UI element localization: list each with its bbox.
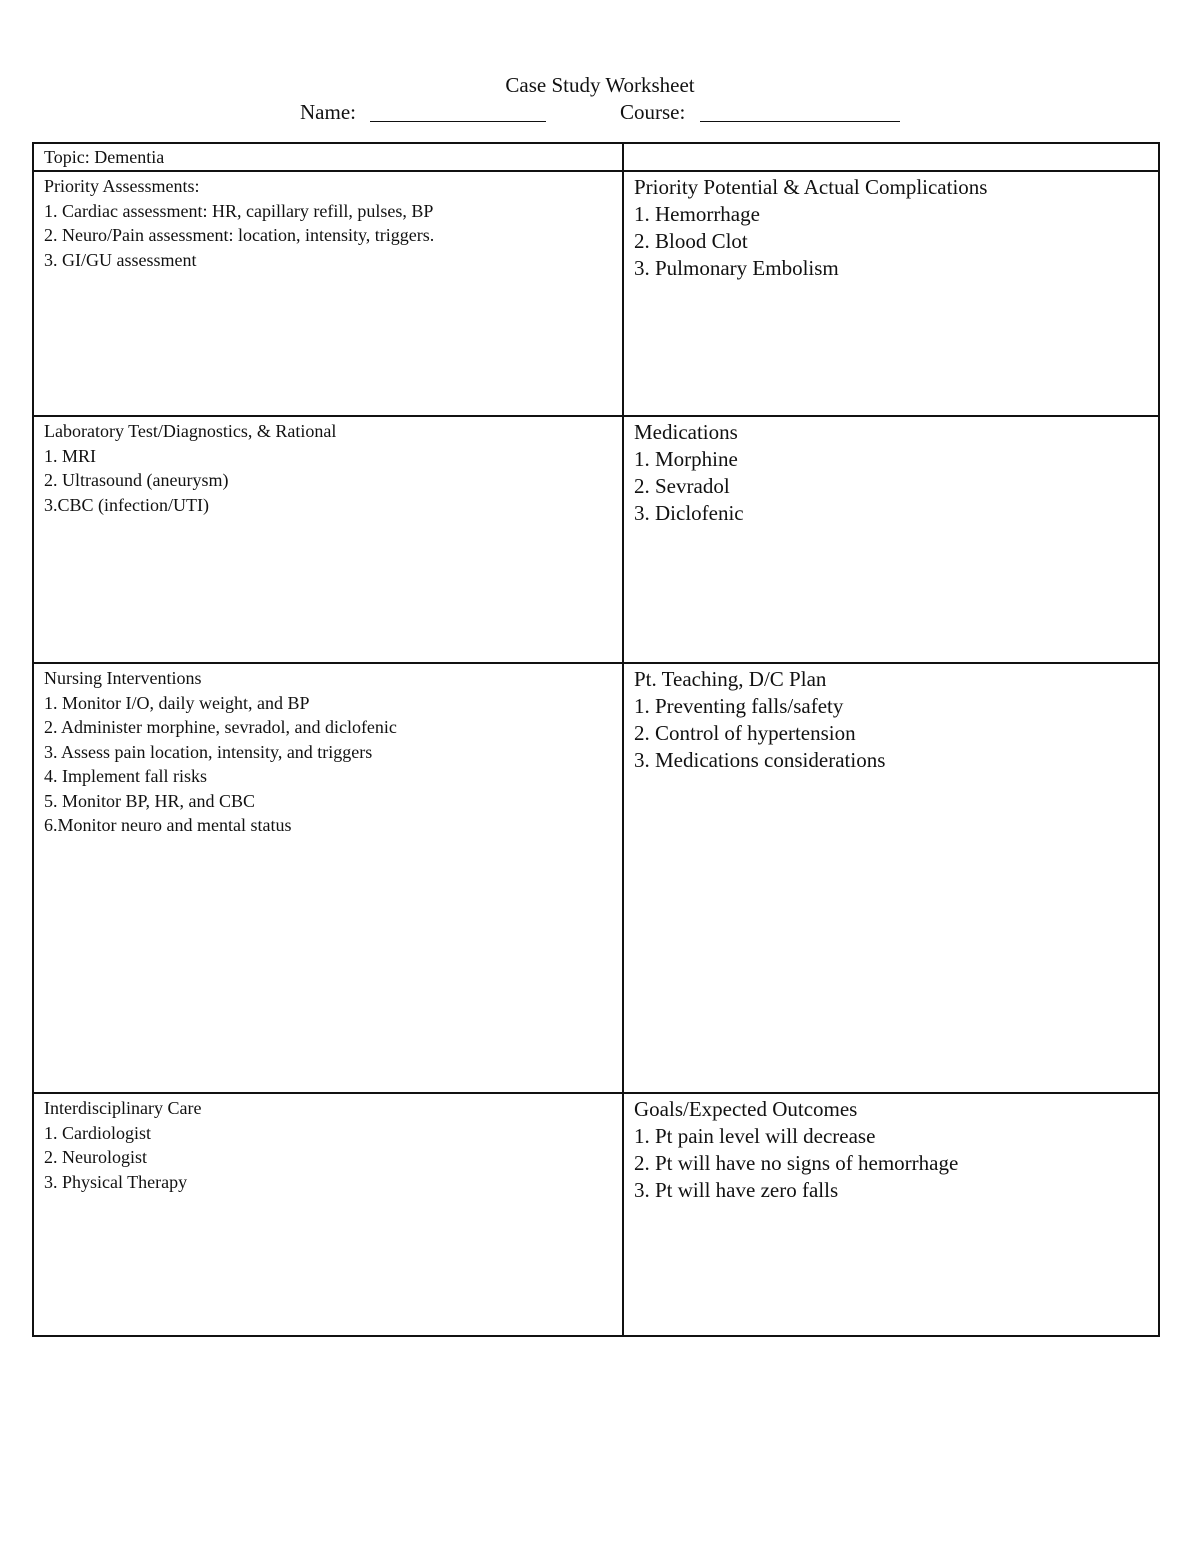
labs-heading: Laboratory Test/Diagnostics, & Rational <box>44 421 337 441</box>
list-item: 3. GI/GU assessment <box>44 249 197 270</box>
interdisciplinary-heading: Interdisciplinary Care <box>44 1098 202 1118</box>
list-item: 1. Cardiologist <box>44 1122 151 1143</box>
list-item: 5. Monitor BP, HR, and CBC <box>44 790 256 811</box>
interdisciplinary-cell <box>34 1094 622 1335</box>
list-item: 3. Physical Therapy <box>44 1171 188 1192</box>
name-label: Name: <box>300 100 356 124</box>
list-item: 3. Assess pain location, intensity, and triggers <box>44 741 373 762</box>
topic-cell <box>34 144 622 170</box>
list-item: 2. Pt will have no signs of hemorrhage <box>634 1151 959 1175</box>
list-item: 2. Ultrasound (aneurysm) <box>44 470 229 490</box>
goals-heading: Goals/Expected Outcomes <box>634 1097 858 1121</box>
teaching-heading: Pt. Teaching, D/C Plan <box>634 667 827 691</box>
list-item: 2. Administer morphine, sevradol, and diclofenic <box>44 717 397 737</box>
list-item: 1. MRI <box>44 445 97 466</box>
teaching-cell <box>622 664 1158 1092</box>
worksheet-header <box>0 72 1200 126</box>
complications-heading: Priority Potential & Actual Complications <box>634 175 988 199</box>
list-item: 1. Pt pain level will decrease <box>634 1124 876 1148</box>
interventions-heading: Nursing Interventions <box>44 668 202 688</box>
list-item: 3.CBC (infection/UTI) <box>44 494 209 515</box>
list-item: 2. Neurologist <box>44 1147 147 1167</box>
list-item: 2. Blood Clot <box>634 229 748 253</box>
worksheet-table <box>32 142 1160 1337</box>
labs-cell <box>34 417 622 662</box>
list-item: 3. Pulmonary Embolism <box>634 256 839 280</box>
list-item: 1. Monitor I/O, daily weight, and BP <box>44 692 310 713</box>
list-item: 2. Sevradol <box>634 474 730 498</box>
medications-cell <box>622 417 1158 662</box>
list-item: 4. Implement fall risks <box>44 766 207 786</box>
page-title: Case Study Worksheet <box>505 73 695 97</box>
list-item: 3. Diclofenic <box>634 501 744 525</box>
list-item: 1. Cardiac assessment: HR, capillary refill, pulses, BP <box>44 200 434 221</box>
list-item: 2. Control of hypertension <box>634 721 856 745</box>
list-item: 2. Neuro/Pain assessment: location, intensity, triggers. <box>44 225 435 245</box>
course-blank-line[interactable] <box>700 121 900 122</box>
name-course-row <box>0 99 1200 126</box>
assessments-heading: Priority Assessments: <box>44 176 200 196</box>
topic-text: Topic: Dementia <box>44 147 165 167</box>
complications-cell <box>622 172 1158 415</box>
list-item: 1. Hemorrhage <box>634 202 760 226</box>
course-label: Course: <box>620 100 686 124</box>
list-item: 3. Medications considerations <box>634 748 886 772</box>
goals-cell <box>622 1094 1158 1335</box>
list-item: 1. Preventing falls/safety <box>634 694 844 718</box>
name-blank-line[interactable] <box>370 121 546 122</box>
assessments-cell <box>34 172 622 415</box>
list-item: 6.Monitor neuro and mental status <box>44 815 292 835</box>
list-item: 1. Morphine <box>634 447 738 471</box>
topic-blank-cell <box>622 144 1158 170</box>
interventions-cell <box>34 664 622 1092</box>
medications-heading: Medications <box>634 420 738 444</box>
list-item: 3. Pt will have zero falls <box>634 1178 839 1202</box>
